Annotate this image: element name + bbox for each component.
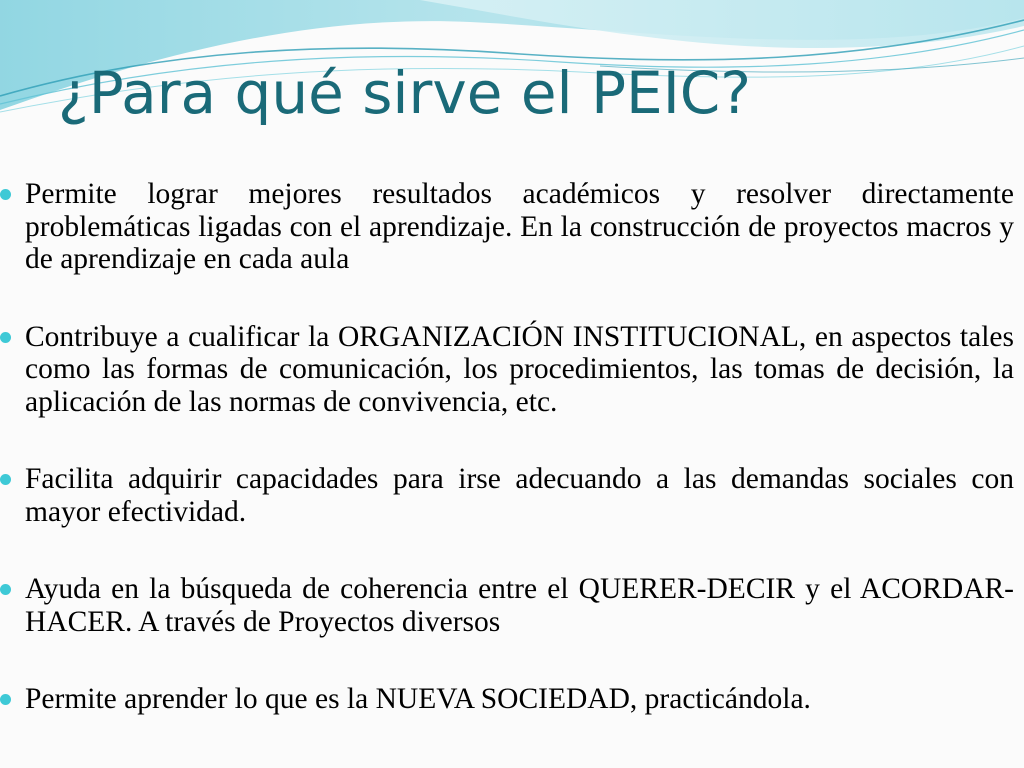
bullet-dot-icon <box>0 694 11 705</box>
bullet-item <box>0 178 1024 276</box>
bullet-item <box>0 321 1024 419</box>
bullet-text: Facilita adquirir capacidades para irse adecuando a las demandas sociales con mayor efectividad. <box>25 463 1014 528</box>
bullet-dot-icon <box>0 584 11 595</box>
slide-title: ¿Para qué sirve el PEIC? <box>58 59 752 127</box>
bullet-item <box>0 463 1024 528</box>
bullet-dot-icon <box>0 189 11 200</box>
bullet-item <box>0 683 1024 716</box>
bullet-list <box>0 178 1024 761</box>
bullet-text: Ayuda en la búsqueda de coherencia entre el QUERER-DECIR y el ACORDAR-HACER. A través de Proyectos diversos <box>25 573 1014 638</box>
bullet-dot-icon <box>0 332 11 343</box>
bullet-text: Permite lograr mejores resultados académicos y resolver directamente problemáticas ligadas con el aprendizaje. En la construcción de proyectos macros y de aprendizaje en cada aula <box>25 178 1014 275</box>
bullet-text: Permite aprender lo que es la NUEVA SOCIEDAD, practicándola. <box>25 683 811 715</box>
bullet-item <box>0 573 1024 638</box>
bullet-dot-icon <box>0 474 11 485</box>
bullet-text: Contribuye a cualificar la ORGANIZACIÓN INSTITUCIONAL, en aspectos tales como las formas de comunicación, los procedimientos, las tomas de decisión, la aplicación de las normas de convivencia, etc. <box>25 320 1014 418</box>
